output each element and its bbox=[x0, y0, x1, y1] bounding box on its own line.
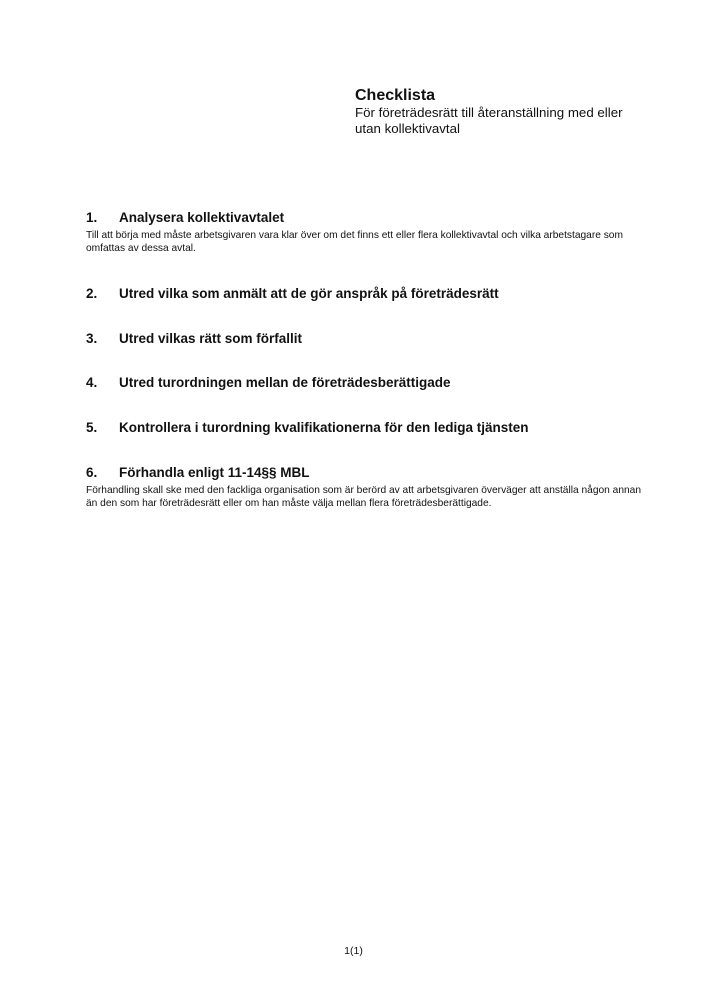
checklist-item-5 bbox=[86, 419, 646, 436]
item-number: 4. bbox=[86, 375, 98, 390]
item-number: 5. bbox=[86, 420, 98, 435]
checklist-item-2 bbox=[86, 285, 646, 302]
item-heading: Utred vilkas rätt som förfallit bbox=[119, 331, 303, 346]
document-header bbox=[355, 86, 625, 137]
document-title: Checklista bbox=[355, 87, 436, 104]
checklist-item-4 bbox=[86, 374, 646, 391]
page-number: 1(1) bbox=[344, 945, 363, 957]
checklist-item-1 bbox=[86, 209, 646, 255]
item-heading: Utred vilka som anmält att de gör anspråk på företrädesrätt bbox=[119, 286, 499, 301]
item-number: 6. bbox=[86, 465, 98, 480]
item-body: Förhandling skall ske med den fackliga organisation som är berörd av att arbetsgivaren överväger att anställa någon annan än den som har företrädesrätt eller om han måste välja mellan flera företrädesberättigade. bbox=[86, 485, 641, 509]
checklist-item-3 bbox=[86, 330, 646, 347]
item-heading: Utred turordningen mellan de företrädesberättigade bbox=[119, 375, 451, 390]
document-subtitle: För företrädesrätt till återanställning med eller utan kollektivavtal bbox=[355, 105, 623, 136]
item-body: Till att börja med måste arbetsgivaren vara klar över om det finns ett eller flera kollektivavtal och vilka arbetstagare som omfattas av dessa avtal. bbox=[86, 230, 623, 254]
item-number: 1. bbox=[86, 210, 98, 225]
item-number: 3. bbox=[86, 331, 98, 346]
item-heading: Kontrollera i turordning kvalifikationerna för den lediga tjänsten bbox=[119, 420, 529, 435]
checklist-item-6 bbox=[86, 464, 646, 510]
item-heading: Analysera kollektivavtalet bbox=[119, 210, 285, 225]
item-heading: Förhandla enligt 11-14§§ MBL bbox=[119, 465, 310, 480]
item-number: 2. bbox=[86, 286, 98, 301]
